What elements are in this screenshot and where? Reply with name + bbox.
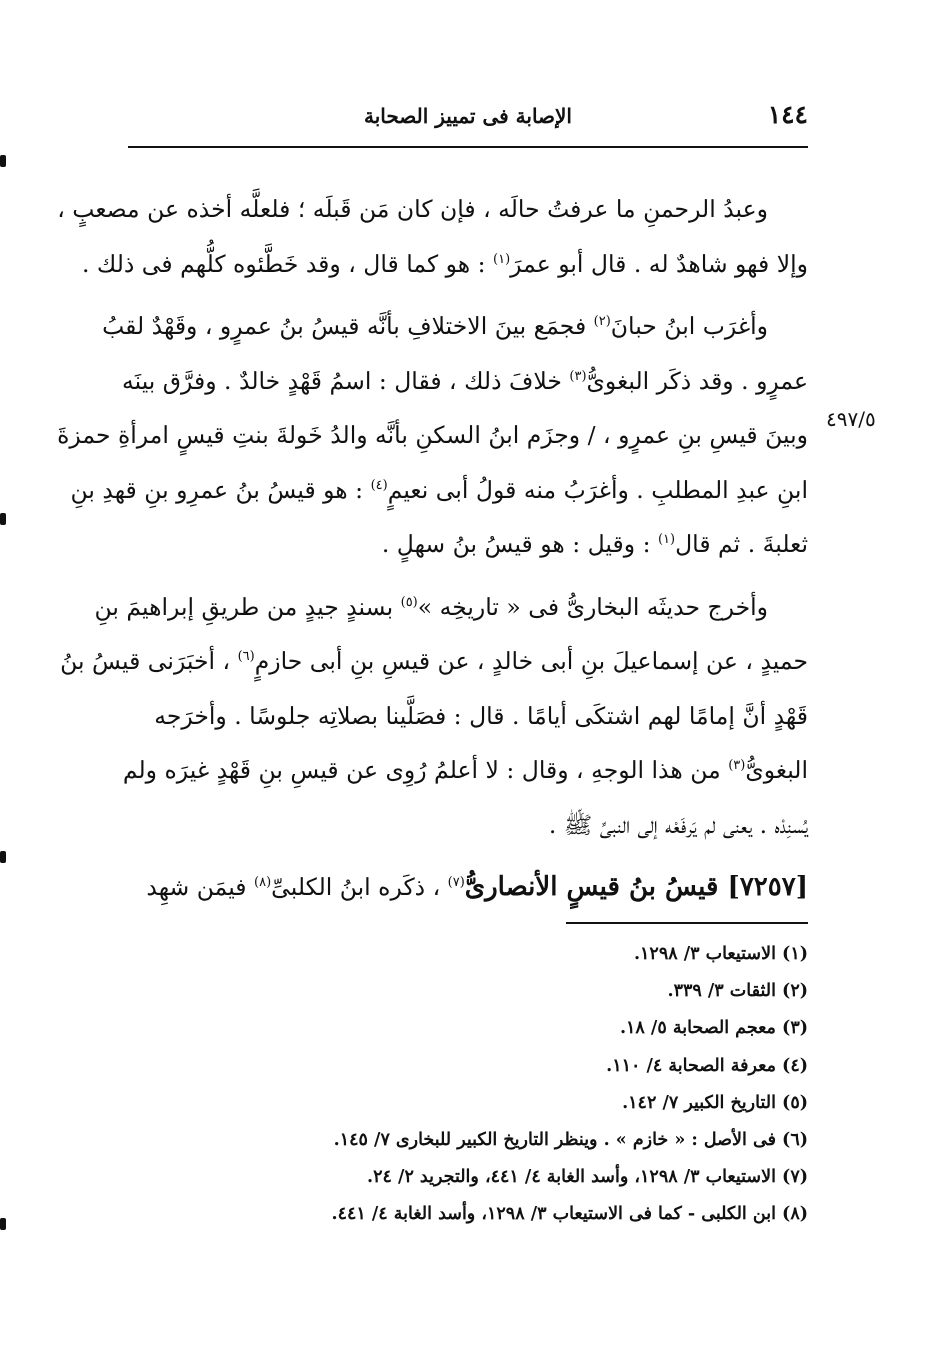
footnote-item: (١) الاستيعاب ٣/ ١٢٩٨. (633, 944, 808, 964)
paragraph-3 (60, 580, 808, 853)
scan-edge-mark (0, 1218, 6, 1230)
footnote-rule (566, 922, 808, 924)
text-line: وأخرج حديثَه البخارىُّ فى « تاريخِه »$^{(٥)}$ بسندٍ جيدٍ من طريقِ إبراهيمَ بنِ (94, 592, 768, 621)
margin-volume-page-ref: ٤٩٧/٥ (826, 407, 876, 431)
footnote-item: (٣) معجم الصحابة ٥/ ١٨. (619, 1018, 808, 1039)
footnote-item: (٢) الثقات ٣/ ٣٣٩. (667, 981, 808, 1002)
text-line: وإلا فهو شاهدٌ له . قال أبو عمرَ$^{(١)}$ : هو كما قال ، وقد خَطَّئوه كلُّهم فى ذلك . (81, 249, 808, 278)
scan-edge-mark (0, 155, 6, 167)
text-line: البغوىُّ$^{(٣)}$ من هذا الوجهِ ، وقال : لا أعلمُ رُوِى عن قيسِ بنِ قَهْدٍ غيرَه ولم (122, 756, 808, 784)
footnote-item: (٤) معرفة الصحابة ٤/ ١١٠. (606, 1055, 808, 1076)
footnote-item: (٨) ابن الكلبى - كما فى الاستيعاب ٣/ ١٢٩٨، وأسد الغابة ٤/ ٤٤١. (331, 1204, 808, 1225)
scan-edge-mark (0, 851, 6, 863)
footnote-marker: (٢) (593, 314, 611, 330)
entry-heading-paragraph (128, 860, 808, 915)
text-line: قَهْدٍ أنَّ إمامًا لهم اشتكَى أيامًا . قال : فصَلَّينا بصلاتِه جلوسًا . وأخرَجه (154, 701, 808, 730)
footnote-item: (٦) فى الأصل : « خازم » . وينظر التاريخ الكبير للبخارى ٧/ ١٤٥. (333, 1130, 808, 1151)
scan-edge-mark (0, 513, 6, 525)
footnote-item: (٥) التاريخ الكبير ٧/ ١٤٢. (622, 1092, 808, 1113)
text-line: عمرٍو . وقد ذكَر البغوىُّ$^{(٣)}$ خلافَ ذلك ، فقال : اسمُ قَهْدٍ خالدٌ . وفرَّق بينَه (122, 366, 808, 395)
text-line: ثعلبةَ . ثم قال$^{(١)}$ : وقيل : هو قيسُ بنُ سهلٍ . (381, 530, 808, 558)
paragraph-1 (57, 182, 808, 291)
entry-name: قيسُ بنُ قيسٍ الأنصارىُّ (464, 872, 728, 902)
footnotes (128, 936, 808, 1234)
footnote-marker: (٤) (370, 477, 388, 493)
text-line: حميدٍ ، عن إسماعيلَ بنِ أبى خالدٍ ، عن قيسِ بنِ أبى حازمٍ$^{(٦)}$ ، أخبَرَنى قيسُ بنُ (60, 647, 808, 675)
page-header (128, 96, 808, 136)
book-title: الإصابة فى تمييز الصحابة (364, 104, 572, 128)
text-line: [٧٢٥٧] قيسُ بنُ قيسٍ الأنصارىُّ$^{(٧)}$ ، ذكَره ابنُ الكلبىِّ$^{(٨)}$ فيمَن شهِد (146, 872, 808, 902)
page-number: ١٤٤ (767, 100, 808, 129)
paragraph-2 (57, 299, 808, 572)
entry-number: [٧٢٥٧] (727, 872, 808, 902)
footnote-marker: (٦) (237, 649, 255, 665)
footnote-marker: (٨) (254, 875, 272, 891)
footnote-marker: (٧) (447, 875, 465, 891)
text-line: وبينَ قيسِ بنِ عمرٍو ، / وجزَم ابنُ السكنِ بأنَّه والدُ خَولةَ بنتِ قيسٍ امرأةِ حمزةَ (57, 421, 808, 449)
text-line: وأغرَب ابنُ حبانَ$^{(٢)}$ فجمَع بينَ الاختلافِ بأنَّه قيسُ بنُ عمرٍو ، وقَهْدٌ لقبُ (102, 312, 768, 340)
text-line: وعبدُ الرحمنِ ما عرفتُ حالَه ، فإن كان مَن قَبلَه ؛ فلعلَّه أخذه عن مصعبٍ ، (57, 195, 768, 223)
footnote-item: (٧) الاستيعاب ٣/ ١٢٩٨، وأسد الغابة ٤/ ٤٤١، والتجريد ٢/ ٢٤. (367, 1167, 808, 1188)
header-rule (128, 146, 808, 148)
footnote-marker: (٣) (569, 368, 587, 384)
footnote-marker: (٥) (400, 594, 418, 610)
footnote-marker: (١) (493, 251, 511, 267)
footnote-marker: (١) (657, 532, 676, 548)
text-line: يُسنِدْه . يعنى لم يَرفَعْه إلى النبىِّ ﷺ . (548, 810, 808, 839)
footnote-marker: (٣) (728, 758, 746, 774)
text-line: ابنِ عبدِ المطلبِ . وأغرَبُ منه قولُ أبى نعيمٍ$^{(٤)}$ : هو قيسُ بنُ عمرِو بنِ قهدِ بنِ (70, 475, 808, 504)
main-text (57, 182, 808, 915)
